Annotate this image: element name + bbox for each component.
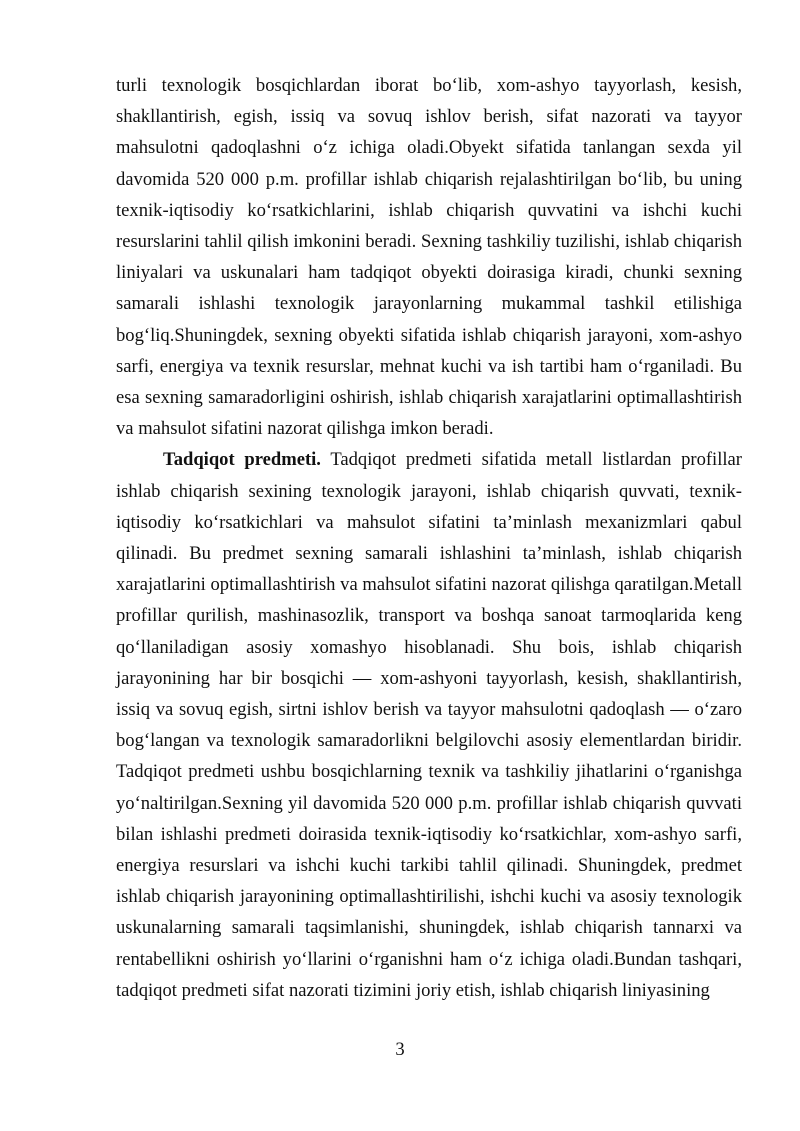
paragraph-body: Tadqiqot predmeti sifatida metall listlardan profillar ishlab chiqarish sexining texnologik jarayoni, ishlab chiqarish quvvati, texnik-iqtisodiy ko‘rsatkichlari va mahsulot sifatini ta’minlash mexanizmlari qabul qilinadi. Bu predmet sexning samarali ishlashini ta’minlash, ishlab chiqarish xarajatlarini optimallashtirish va mahsulot sifatini nazorat qilishga qaratilgan.Metall profillar qurilish, mashinasozlik, transport va boshqa sanoat tarmoqlarida keng qo‘llaniladigan asosiy xomashyo hisoblanadi. Shu bois, ishlab chiqarish jarayonining har bir bosqichi — xom-ashyoni tayyorlash, kesish, shakllantirish, issiq va sovuq egish, sirtni ishlov berish va tayyor mahsulotni qadoqlash — o‘zaro bog‘langan va texnologik samaradorlikni belgilovchi asosiy elementlardan biridir. Tadqiqot predmeti ushbu bosqichlarning texnik va tashkiliy jihatlarini o‘rganishga yo‘naltirilgan.Sexning yil davomida 520 000 p.m. profillar ishlab chiqarish quvvati bilan ishlashi predmeti doirasida texnik-iqtisodiy ko‘rsatkichlar, xom-ashyo sarfi, energiya resurslari va ishchi kuchi tarkibi tahlil qilinadi. Shuningdek, predmet ishlab chiqarish jarayonining optimallashtirilishi, ishchi kuchi va asosiy texnologik uskunalarning samarali taqsimlanishi, shuningdek, ishlab chiqarish tannarxi va rentabellikni oshirish yo‘llarini o‘rganishni ham o‘z ichiga oladi.Bundan tashqari, tadqiqot predmeti sifat nazorati tizimini joriy etish, ishlab chiqarish liniyasining (116, 449, 743, 1001)
page-number: 3 (395, 1039, 405, 1060)
section-lead-heading: Tadqiqot predmeti. (163, 449, 321, 471)
paragraph-research-subject (116, 444, 742, 1006)
document-page (116, 70, 742, 1006)
paragraph-continuation: turli texnologik bosqichlardan iborat bo‘lib, xom-ashyo tayyorlash, kesish, shakllantirish, egish, issiq va sovuq ishlov berish, sifat nazorati va tayyor mahsulotni qadoqlashni o‘z ichiga oladi.Obyekt sifatida tanlangan sexda yil davomida 520 000 p.m. profillar ishlab chiqarish rejalashtirilgan bo‘lib, bu uning texnik-iqtisodiy ko‘rsatkichlarini, ishlab chiqarish quvvatini va ishchi kuchi resurslarini tahlil qilish imkonini beradi. Sexning tashkiliy tuzilishi, ishlab chiqarish liniyalari va uskunalari ham tadqiqot obyekti doirasiga kiradi, chunki sexning samarali ishlashi texnologik jarayonlarning mukammal tashkil etilishiga bog‘liq.Shuningdek, sexning obyekti sifatida ishlab chiqarish jarayoni, xom-ashyo sarfi, energiya va texnik resurslar, mehnat kuchi va ish tartibi ham o‘rganiladi. Bu esa sexning samaradorligini oshirish, ishlab chiqarish xarajatlarini optimallashtirish va mahsulot sifatini nazorat qilishga imkon beradi. (116, 75, 742, 440)
